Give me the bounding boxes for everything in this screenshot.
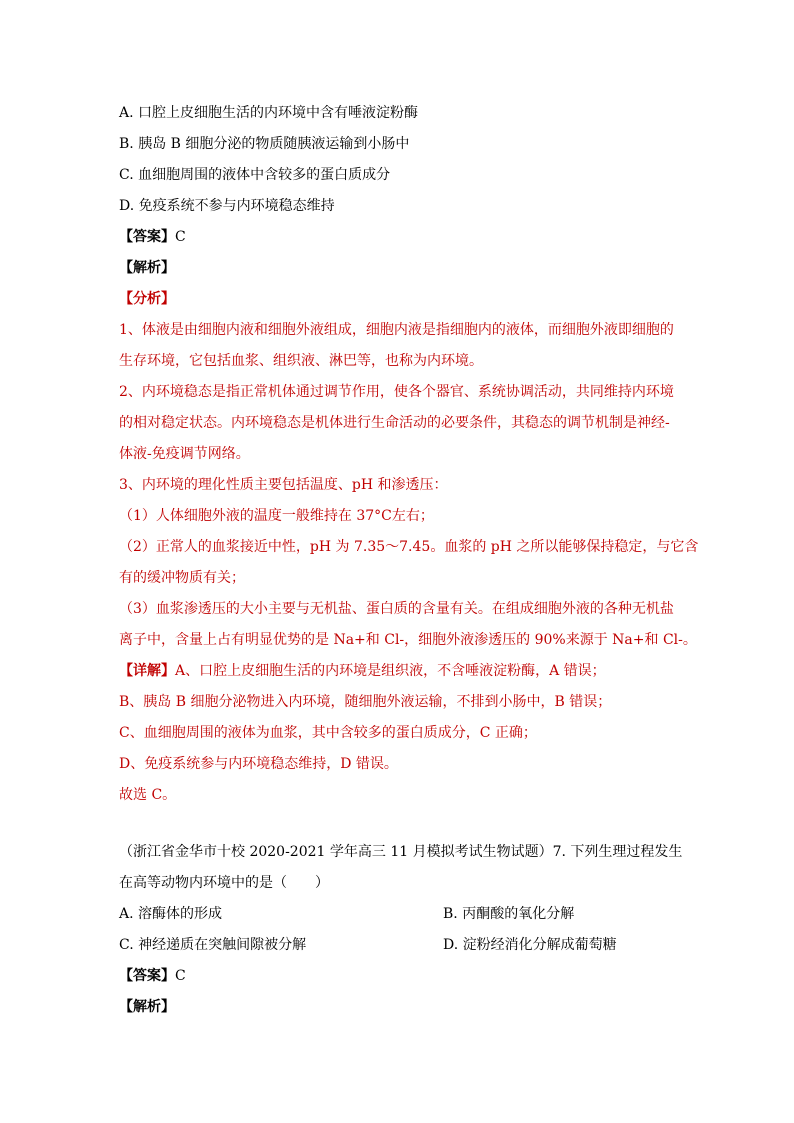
answer-label: 【答案】: [119, 229, 175, 245]
detail-line: B、胰岛 B 细胞分泌物进入内环境，随细胞外液运输，不排到小肠中，B 错误；: [119, 694, 612, 710]
detail-line: C、血细胞周围的液体为血浆，其中含较多的蛋白质成分，C 正确；: [119, 725, 537, 741]
fenxi-line: 1、体液是由细胞内液和细胞外液组成，细胞内液是指细胞内的液体，而细胞外液即细胞的: [119, 322, 674, 338]
q7-stem-line-1: （浙江省金华市十校 2020-2021 学年高三 11 月模拟考试生物试题）7. 下列生理过程发生: [119, 844, 683, 860]
q7-stem-line-2: 在高等动物内环境中的是（ ）: [119, 875, 329, 891]
detail-text: A、口腔上皮细胞生活的内环境是组织液，不含唾液淀粉酶，A 错误；: [175, 663, 606, 679]
q6-option-c: C. 血细胞周围的液体中含较多的蛋白质成分: [119, 167, 391, 183]
fenxi-line: 体液-免疫调节网络。: [119, 446, 250, 462]
fenxi-line: 有的缓冲物质有关；: [119, 570, 245, 586]
fenxi-line: （3）血浆渗透压的大小主要与无机盐、蛋白质的含量有关。在组成细胞外液的各种无机盐: [119, 601, 674, 617]
q6-analysis-label: 【解析】: [119, 260, 175, 276]
fenxi-line: 生存环境，它包括血浆、组织液、淋巴等，也称为内环境。: [119, 353, 483, 369]
q7-option-b: B. 丙酮酸的氧化分解: [443, 906, 575, 922]
q7-option-a: A. 溶酶体的形成: [119, 906, 223, 922]
answer-value: C: [175, 229, 186, 245]
q6-fenxi-label: 【分析】: [119, 291, 175, 307]
answer-value: C: [175, 968, 186, 984]
fenxi-line: 离子中，含量上占有明显优势的是 Na+和 Cl-，细胞外液渗透压的 90%来源于 Na+和 Cl-。: [119, 632, 697, 648]
q7-option-c: C. 神经递质在突触间隙被分解: [119, 937, 307, 953]
answer-label: 【答案】: [119, 968, 175, 984]
detail-label: 【详解】: [119, 663, 175, 679]
q7-answer-line: [119, 967, 186, 985]
fenxi-line: （1）人体细胞外液的温度一般维持在 37°C左右；: [119, 508, 434, 524]
detail-line: [119, 662, 606, 680]
q6-option-b: B. 胰岛 B 细胞分泌的物质随胰液运输到小肠中: [119, 136, 410, 152]
detail-line: D、免疫系统参与内环境稳态维持，D 错误。: [119, 756, 398, 772]
q7-option-d: D. 淀粉经消化分解成葡萄糖: [443, 937, 617, 953]
fenxi-line: 2、内环境稳态是指正常机体通过调节作用，使各个器官、系统协调活动，共同维持内环境: [119, 384, 674, 400]
fenxi-line: （2）正常人的血浆接近中性，pH 为 7.35～7.45。血浆的 pH 之所以能够保持稳定，与它含: [119, 539, 699, 555]
q6-option-d: D. 免疫系统不参与内环境稳态维持: [119, 198, 335, 214]
q7-analysis-label: 【解析】: [119, 999, 175, 1015]
detail-line: 故选 C。: [119, 787, 177, 803]
q6-option-a: A. 口腔上皮细胞生活的内环境中含有唾液淀粉酶: [119, 105, 419, 121]
fenxi-line: 3、内环境的理化性质主要包括温度、pH 和渗透压：: [119, 477, 448, 493]
q6-answer-line: [119, 228, 186, 246]
fenxi-line: 的相对稳定状态。内环境稳态是机体进行生命活动的必要条件，其稳态的调节机制是神经-: [119, 415, 670, 431]
